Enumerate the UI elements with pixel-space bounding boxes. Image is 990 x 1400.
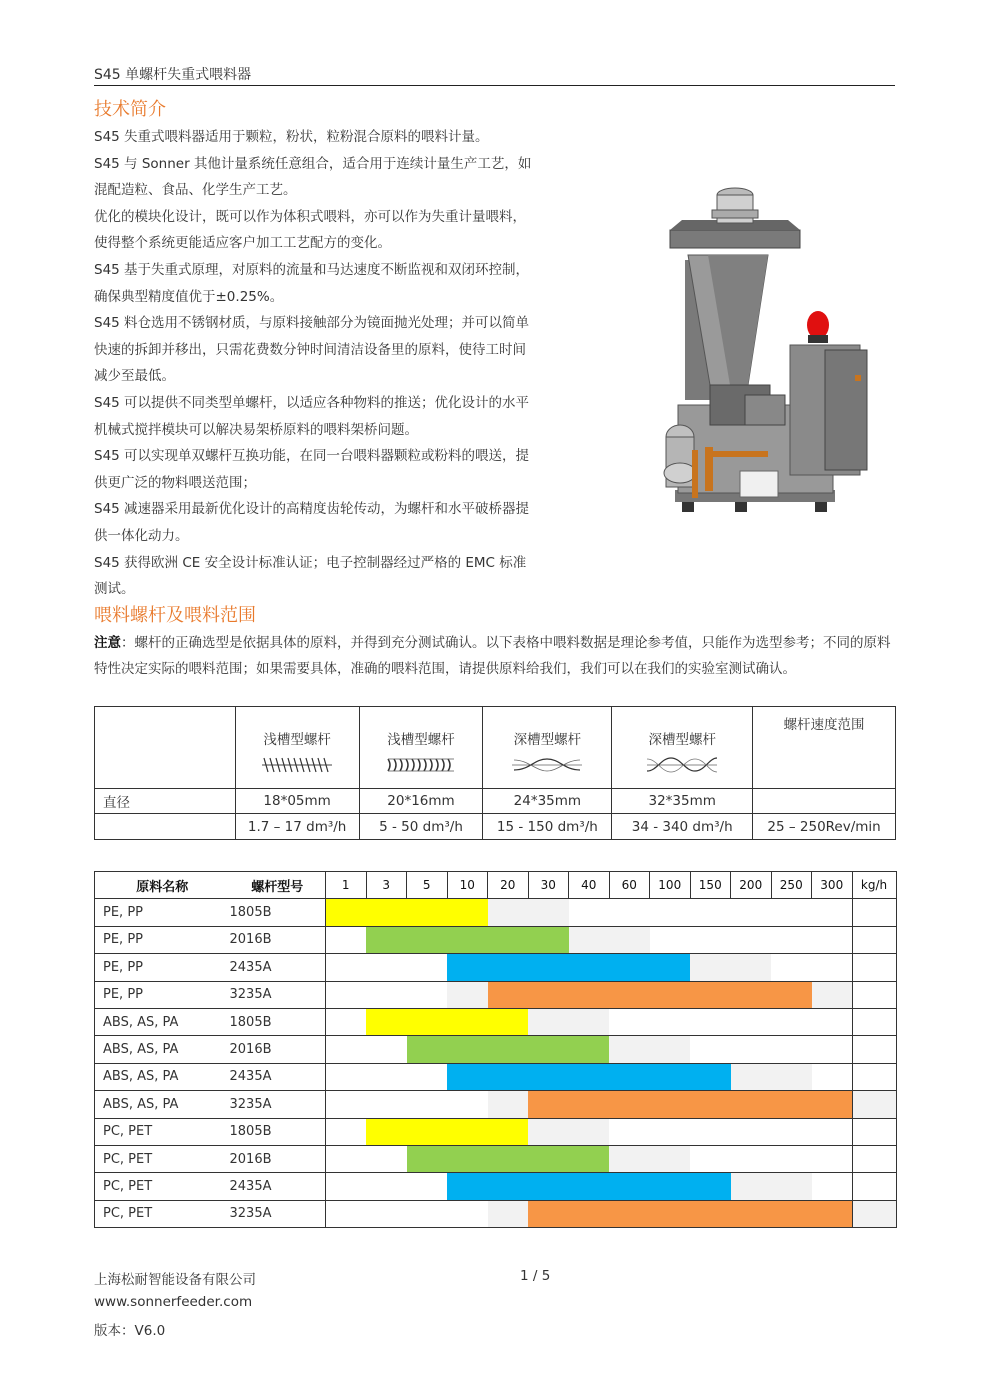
material-name: ABS, AS, PA xyxy=(95,1063,230,1090)
range-empty-cell xyxy=(366,1173,407,1200)
range-bar-cell xyxy=(569,1036,610,1063)
table-row xyxy=(95,1008,897,1035)
range-bar-cell xyxy=(447,926,488,953)
material-name: ABS, AS, PA xyxy=(95,1091,230,1118)
screw-column xyxy=(753,707,896,789)
range-bar-cell xyxy=(528,1145,569,1172)
deep-screw-icon xyxy=(510,756,584,774)
range-empty-cell xyxy=(650,899,691,926)
unit-cell xyxy=(852,1173,896,1200)
screw-column xyxy=(612,707,753,789)
volume-range: 5 - 50 dm³/h xyxy=(359,814,483,840)
range-bar-cell xyxy=(407,1118,448,1145)
range-empty-cell xyxy=(569,926,610,953)
range-bar-cell xyxy=(407,1036,448,1063)
range-empty-cell xyxy=(326,1036,367,1063)
range-bar-cell xyxy=(366,899,407,926)
range-empty-cell xyxy=(447,1091,488,1118)
scale-label: 20 xyxy=(488,872,529,899)
range-bar-cell xyxy=(528,1173,569,1200)
range-empty-cell xyxy=(650,1036,691,1063)
range-bar-cell xyxy=(528,926,569,953)
unit-cell xyxy=(852,1036,896,1063)
range-empty-cell xyxy=(488,899,529,926)
range-empty-cell xyxy=(731,899,772,926)
range-bar-cell xyxy=(690,1173,731,1200)
scale-label: 250 xyxy=(771,872,812,899)
intro-text xyxy=(94,124,539,603)
screw-type-label: 深槽型螺杆 xyxy=(648,731,716,748)
material-name: PE, PP xyxy=(95,954,230,981)
range-bar-cell xyxy=(488,1173,529,1200)
scale-label: 5 xyxy=(407,872,448,899)
range-empty-cell xyxy=(528,1118,569,1145)
range-empty-cell xyxy=(812,926,853,953)
scale-label: 300 xyxy=(812,872,853,899)
range-bar-cell xyxy=(447,1008,488,1035)
table-row xyxy=(95,954,897,981)
range-empty-cell xyxy=(407,1173,448,1200)
range-bar-cell xyxy=(609,1200,650,1227)
range-empty-cell xyxy=(771,926,812,953)
screw-type-label: 浅槽型螺杆 xyxy=(263,731,331,748)
intro-paragraph: S45 获得欧洲 CE 安全设计标准认证；电子控制器经过严格的 EMC 标准测试。 xyxy=(94,554,527,598)
diameter-value: 20*16mm xyxy=(359,789,483,814)
range-empty-cell xyxy=(690,1008,731,1035)
screw-table xyxy=(94,706,896,840)
range-bar-cell xyxy=(569,954,610,981)
range-empty-cell xyxy=(326,1200,367,1227)
screw-model: 3235A xyxy=(230,981,326,1008)
range-empty-cell xyxy=(771,954,812,981)
range-bar-cell xyxy=(447,1118,488,1145)
range-bar-cell xyxy=(528,1091,569,1118)
range-bar-cell xyxy=(447,1145,488,1172)
unit-cell xyxy=(852,1063,896,1090)
range-bar-cell xyxy=(731,981,772,1008)
range-empty-cell xyxy=(812,1173,853,1200)
range-bar-cell xyxy=(650,981,691,1008)
range-bar-cell xyxy=(609,1091,650,1118)
range-empty-cell xyxy=(771,899,812,926)
intro-paragraph: S45 料仓选用不锈钢材质，与原料接触部分为镜面抛光处理；并可以简单快速的拆卸并移出，只需花费数分钟时间清洁设备里的原料，使待工时间减少至最低。 xyxy=(94,315,530,385)
unit-cell xyxy=(852,1200,896,1227)
range-empty-cell xyxy=(366,981,407,1008)
note-text xyxy=(94,630,895,682)
intro-paragraph: S45 可以提供不同类型单螺杆，以适应各种物料的推送；优化设计的水平机械式搅拌模块可以解决易架桥原料的喂料架桥问题。 xyxy=(94,394,530,438)
range-empty-cell xyxy=(407,1091,448,1118)
range-empty-cell xyxy=(366,1091,407,1118)
range-bar-cell xyxy=(326,899,367,926)
range-empty-cell xyxy=(326,1008,367,1035)
screw-model: 2016B xyxy=(230,926,326,953)
range-bar-cell xyxy=(528,1200,569,1227)
range-empty-cell xyxy=(812,1118,853,1145)
range-bar-cell xyxy=(447,1036,488,1063)
footer-company: 上海松耐智能设备有限公司 xyxy=(94,1272,256,1288)
range-empty-cell xyxy=(326,1173,367,1200)
diameter-value: 24*35mm xyxy=(483,789,612,814)
range-empty-cell xyxy=(569,1118,610,1145)
range-empty-cell xyxy=(690,899,731,926)
range-empty-cell xyxy=(812,1008,853,1035)
range-empty-cell xyxy=(771,1008,812,1035)
range-bar-cell xyxy=(731,1091,772,1118)
range-bar-cell xyxy=(690,1063,731,1090)
intro-paragraph: S45 与 Sonner 其他计量系统任意组合，适合用于连续计量生产工艺，如混配造粒、食品、化学生产工艺。 xyxy=(94,155,532,199)
scale-label: 10 xyxy=(447,872,488,899)
range-bar-cell xyxy=(690,1200,731,1227)
range-bar-cell xyxy=(447,899,488,926)
range-empty-cell xyxy=(609,1008,650,1035)
intro-paragraph: S45 失重式喂料器适用于颗粒，粉状，粒粉混合原料的喂料计量。 xyxy=(94,129,489,145)
range-bar-cell xyxy=(569,1091,610,1118)
range-bar-cell xyxy=(488,981,529,1008)
screw-type-label: 深槽型螺杆 xyxy=(513,731,582,748)
range-empty-cell xyxy=(326,1118,367,1145)
range-empty-cell xyxy=(407,954,448,981)
note-body: ：螺杆的正确选型是依据具体的原料，并得到充分测试确认。以下表格中喂料数据是理论参考值，只能作为选型参考；不同的原料特性决定实际的喂料范围；如果需要具体，准确的喂料范围，请提供原料给我们，我们可以在我们的实验室测试确认。 xyxy=(94,635,891,677)
range-empty-cell xyxy=(690,1036,731,1063)
range-bar-cell xyxy=(609,954,650,981)
material-name: ABS, AS, PA xyxy=(95,1036,230,1063)
material-name: PE, PP xyxy=(95,926,230,953)
range-bar-cell xyxy=(650,954,691,981)
range-bar-cell xyxy=(488,1008,529,1035)
range-bar-cell xyxy=(407,1008,448,1035)
range-empty-cell xyxy=(731,926,772,953)
unit-cell xyxy=(852,899,896,926)
table-row xyxy=(95,1200,897,1227)
range-empty-cell xyxy=(366,954,407,981)
volume-range: 1.7 – 17 dm³/h xyxy=(235,814,359,840)
range-bar-cell xyxy=(609,981,650,1008)
scale-label: 1 xyxy=(326,872,367,899)
intro-paragraph: S45 减速器采用最新优化设计的高精度齿轮传动，为螺杆和水平破桥器提供一体化动力。 xyxy=(94,501,530,544)
range-empty-cell xyxy=(731,1173,772,1200)
range-bar-cell xyxy=(528,1036,569,1063)
range-empty-cell xyxy=(731,1118,772,1145)
scale-label: 100 xyxy=(650,872,691,899)
range-empty-cell xyxy=(650,1118,691,1145)
range-empty-cell xyxy=(690,926,731,953)
range-bar-cell xyxy=(488,926,529,953)
range-empty-cell xyxy=(326,1145,367,1172)
range-empty-cell xyxy=(366,1145,407,1172)
range-bar-cell xyxy=(528,981,569,1008)
feed-range-table xyxy=(94,871,897,1228)
range-bar-cell xyxy=(488,1063,529,1090)
range-bar-cell xyxy=(731,1200,772,1227)
range-bar-cell xyxy=(366,926,407,953)
range-empty-cell xyxy=(812,981,853,1008)
range-bar-cell xyxy=(650,1063,691,1090)
scale-label: 3 xyxy=(366,872,407,899)
screw-type-label: 螺杆速度范围 xyxy=(783,717,865,733)
unit-cell xyxy=(852,981,896,1008)
table-row xyxy=(95,1145,897,1172)
screw-type-label: 浅槽型螺杆 xyxy=(387,731,455,748)
range-empty-cell xyxy=(812,1036,853,1063)
screw-column xyxy=(483,707,612,789)
range-bar-cell xyxy=(609,1173,650,1200)
footer-page-number: 1 / 5 xyxy=(520,1268,551,1284)
document-title: S45 单螺杆失重式喂料器 xyxy=(94,67,252,83)
range-bar-cell xyxy=(528,954,569,981)
table-row xyxy=(95,926,897,953)
range-empty-cell xyxy=(447,981,488,1008)
material-name: PE, PP xyxy=(95,899,230,926)
scale-label: 40 xyxy=(569,872,610,899)
range-empty-cell xyxy=(569,899,610,926)
title-divider xyxy=(94,85,895,86)
range-empty-cell xyxy=(731,954,772,981)
range-empty-cell xyxy=(690,954,731,981)
range-empty-cell xyxy=(366,1200,407,1227)
range-bar-cell xyxy=(650,1173,691,1200)
range-empty-cell xyxy=(731,1063,772,1090)
diameter-value: 18*05mm xyxy=(235,789,359,814)
range-bar-cell xyxy=(488,1145,529,1172)
shallow-screw-icon xyxy=(384,756,458,774)
range-bar-cell xyxy=(447,1173,488,1200)
material-name: PC, PET xyxy=(95,1118,230,1145)
screw-model: 3235A xyxy=(230,1200,326,1227)
range-bar-cell xyxy=(407,899,448,926)
diameter-value: 32*35mm xyxy=(612,789,753,814)
range-empty-cell xyxy=(528,899,569,926)
unit-label: kg/h xyxy=(852,872,896,899)
range-bar-cell xyxy=(488,1036,529,1063)
material-name: PE, PP xyxy=(95,981,230,1008)
unit-cell xyxy=(852,954,896,981)
volume-range: 25 – 250Rev/min xyxy=(753,814,896,840)
range-empty-cell xyxy=(812,1063,853,1090)
range-bar-cell xyxy=(609,1063,650,1090)
range-bar-cell xyxy=(407,1145,448,1172)
diameter-label: 直径 xyxy=(95,789,236,814)
range-bar-cell xyxy=(488,954,529,981)
range-empty-cell xyxy=(488,1200,529,1227)
range-bar-cell xyxy=(569,1063,610,1090)
range-bar-cell xyxy=(771,1091,812,1118)
range-empty-cell xyxy=(609,1145,650,1172)
screw-model: 2435A xyxy=(230,1173,326,1200)
material-name: PC, PET xyxy=(95,1145,230,1172)
table-corner xyxy=(95,707,236,789)
range-empty-cell xyxy=(771,1145,812,1172)
material-header: 原料名称 xyxy=(95,872,230,899)
screw-model: 2016B xyxy=(230,1145,326,1172)
range-empty-cell xyxy=(812,1145,853,1172)
table-row xyxy=(95,1173,897,1200)
range-empty-cell xyxy=(447,1200,488,1227)
range-empty-cell xyxy=(609,899,650,926)
screw-model: 1805B xyxy=(230,1118,326,1145)
table-row xyxy=(95,1036,897,1063)
intro-heading: 技术简介 xyxy=(94,99,166,120)
intro-paragraph: S45 可以实现单双螺杆互换功能，在同一台喂料器颗粒或粉料的喂送，提供更广泛的物料喂送范围； xyxy=(94,448,530,491)
range-empty-cell xyxy=(326,981,367,1008)
range-bar-cell xyxy=(447,954,488,981)
table-row xyxy=(95,899,897,926)
scale-label: 30 xyxy=(528,872,569,899)
intro-paragraph: S45 基于失重式原理，对原料的流量和马达速度不断监视和双闭环控制，确保典型精度值优于±0.25%。 xyxy=(94,261,530,305)
screw-model: 1805B xyxy=(230,1008,326,1035)
unit-cell xyxy=(852,1118,896,1145)
screw-model: 2435A xyxy=(230,1063,326,1090)
range-bar-cell xyxy=(407,926,448,953)
range-empty-cell xyxy=(771,1173,812,1200)
range-bar-cell xyxy=(569,1145,610,1172)
range-empty-cell xyxy=(326,926,367,953)
range-bar-cell xyxy=(771,981,812,1008)
volume-range: 34 - 340 dm³/h xyxy=(612,814,753,840)
diameter-value xyxy=(753,789,896,814)
table-row xyxy=(95,1091,897,1118)
range-empty-cell xyxy=(650,1145,691,1172)
range-empty-cell xyxy=(771,1118,812,1145)
range-empty-cell xyxy=(528,1008,569,1035)
range-empty-cell xyxy=(812,899,853,926)
footer-website: www.sonnerfeeder.com xyxy=(94,1294,253,1310)
range-bar-cell xyxy=(366,1008,407,1035)
range-empty-cell xyxy=(650,1008,691,1035)
unit-cell xyxy=(852,1008,896,1035)
range-empty-cell xyxy=(731,1008,772,1035)
material-name: PC, PET xyxy=(95,1200,230,1227)
material-name: PC, PET xyxy=(95,1173,230,1200)
range-empty-cell xyxy=(407,981,448,1008)
range-empty-cell xyxy=(407,1200,448,1227)
screw-column xyxy=(359,707,483,789)
shallow-screw-icon xyxy=(260,756,334,774)
range-empty-cell xyxy=(366,1036,407,1063)
feeder-machine-image xyxy=(650,175,887,533)
range-bar-cell xyxy=(488,1118,529,1145)
range-bar-cell xyxy=(812,1200,853,1227)
screw-column xyxy=(235,707,359,789)
range-bar-cell xyxy=(812,1091,853,1118)
range-empty-cell xyxy=(690,1145,731,1172)
range-empty-cell xyxy=(366,1063,407,1090)
range-heading: 喂料螺杆及喂料范围 xyxy=(94,605,256,626)
range-empty-cell xyxy=(812,954,853,981)
range-empty-cell xyxy=(326,1091,367,1118)
range-empty-cell xyxy=(326,1063,367,1090)
scale-label: 60 xyxy=(609,872,650,899)
range-label xyxy=(95,814,236,840)
range-empty-cell xyxy=(731,1036,772,1063)
range-bar-cell xyxy=(447,1063,488,1090)
note-label: 注意 xyxy=(94,635,121,651)
screw-model: 3235A xyxy=(230,1091,326,1118)
range-empty-cell xyxy=(771,1063,812,1090)
volume-range: 15 - 150 dm³/h xyxy=(483,814,612,840)
material-name: ABS, AS, PA xyxy=(95,1008,230,1035)
table-row xyxy=(95,981,897,1008)
range-bar-cell xyxy=(771,1200,812,1227)
range-bar-cell xyxy=(569,1173,610,1200)
table-row xyxy=(95,1118,897,1145)
range-empty-cell xyxy=(609,926,650,953)
screw-model: 1805B xyxy=(230,899,326,926)
range-bar-cell xyxy=(650,1200,691,1227)
range-empty-cell xyxy=(609,1036,650,1063)
range-empty-cell xyxy=(771,1036,812,1063)
model-header: 螺杆型号 xyxy=(230,872,326,899)
screw-model: 2016B xyxy=(230,1036,326,1063)
range-empty-cell xyxy=(731,1145,772,1172)
range-bar-cell xyxy=(366,1118,407,1145)
range-bar-cell xyxy=(569,981,610,1008)
range-empty-cell xyxy=(569,1008,610,1035)
range-bar-cell xyxy=(650,1091,691,1118)
range-empty-cell xyxy=(690,1118,731,1145)
scale-label: 200 xyxy=(731,872,772,899)
range-empty-cell xyxy=(650,926,691,953)
intro-paragraph: 优化的模块化设计，既可以作为体积式喂料，亦可以作为失重计量喂料，使得整个系统更能适应客户加工工艺配方的变化。 xyxy=(94,208,526,252)
footer-version: 版本：V6.0 xyxy=(94,1323,166,1339)
range-empty-cell xyxy=(407,1063,448,1090)
unit-cell xyxy=(852,1145,896,1172)
range-empty-cell xyxy=(326,954,367,981)
range-empty-cell xyxy=(609,1118,650,1145)
range-bar-cell xyxy=(690,981,731,1008)
scale-label: 150 xyxy=(690,872,731,899)
screw-model: 2435A xyxy=(230,954,326,981)
unit-cell xyxy=(852,1091,896,1118)
unit-cell xyxy=(852,926,896,953)
range-bar-cell xyxy=(569,1200,610,1227)
range-bar-cell xyxy=(528,1063,569,1090)
table-row xyxy=(95,1063,897,1090)
deep-screw-icon xyxy=(645,756,719,774)
range-bar-cell xyxy=(690,1091,731,1118)
range-empty-cell xyxy=(488,1091,529,1118)
